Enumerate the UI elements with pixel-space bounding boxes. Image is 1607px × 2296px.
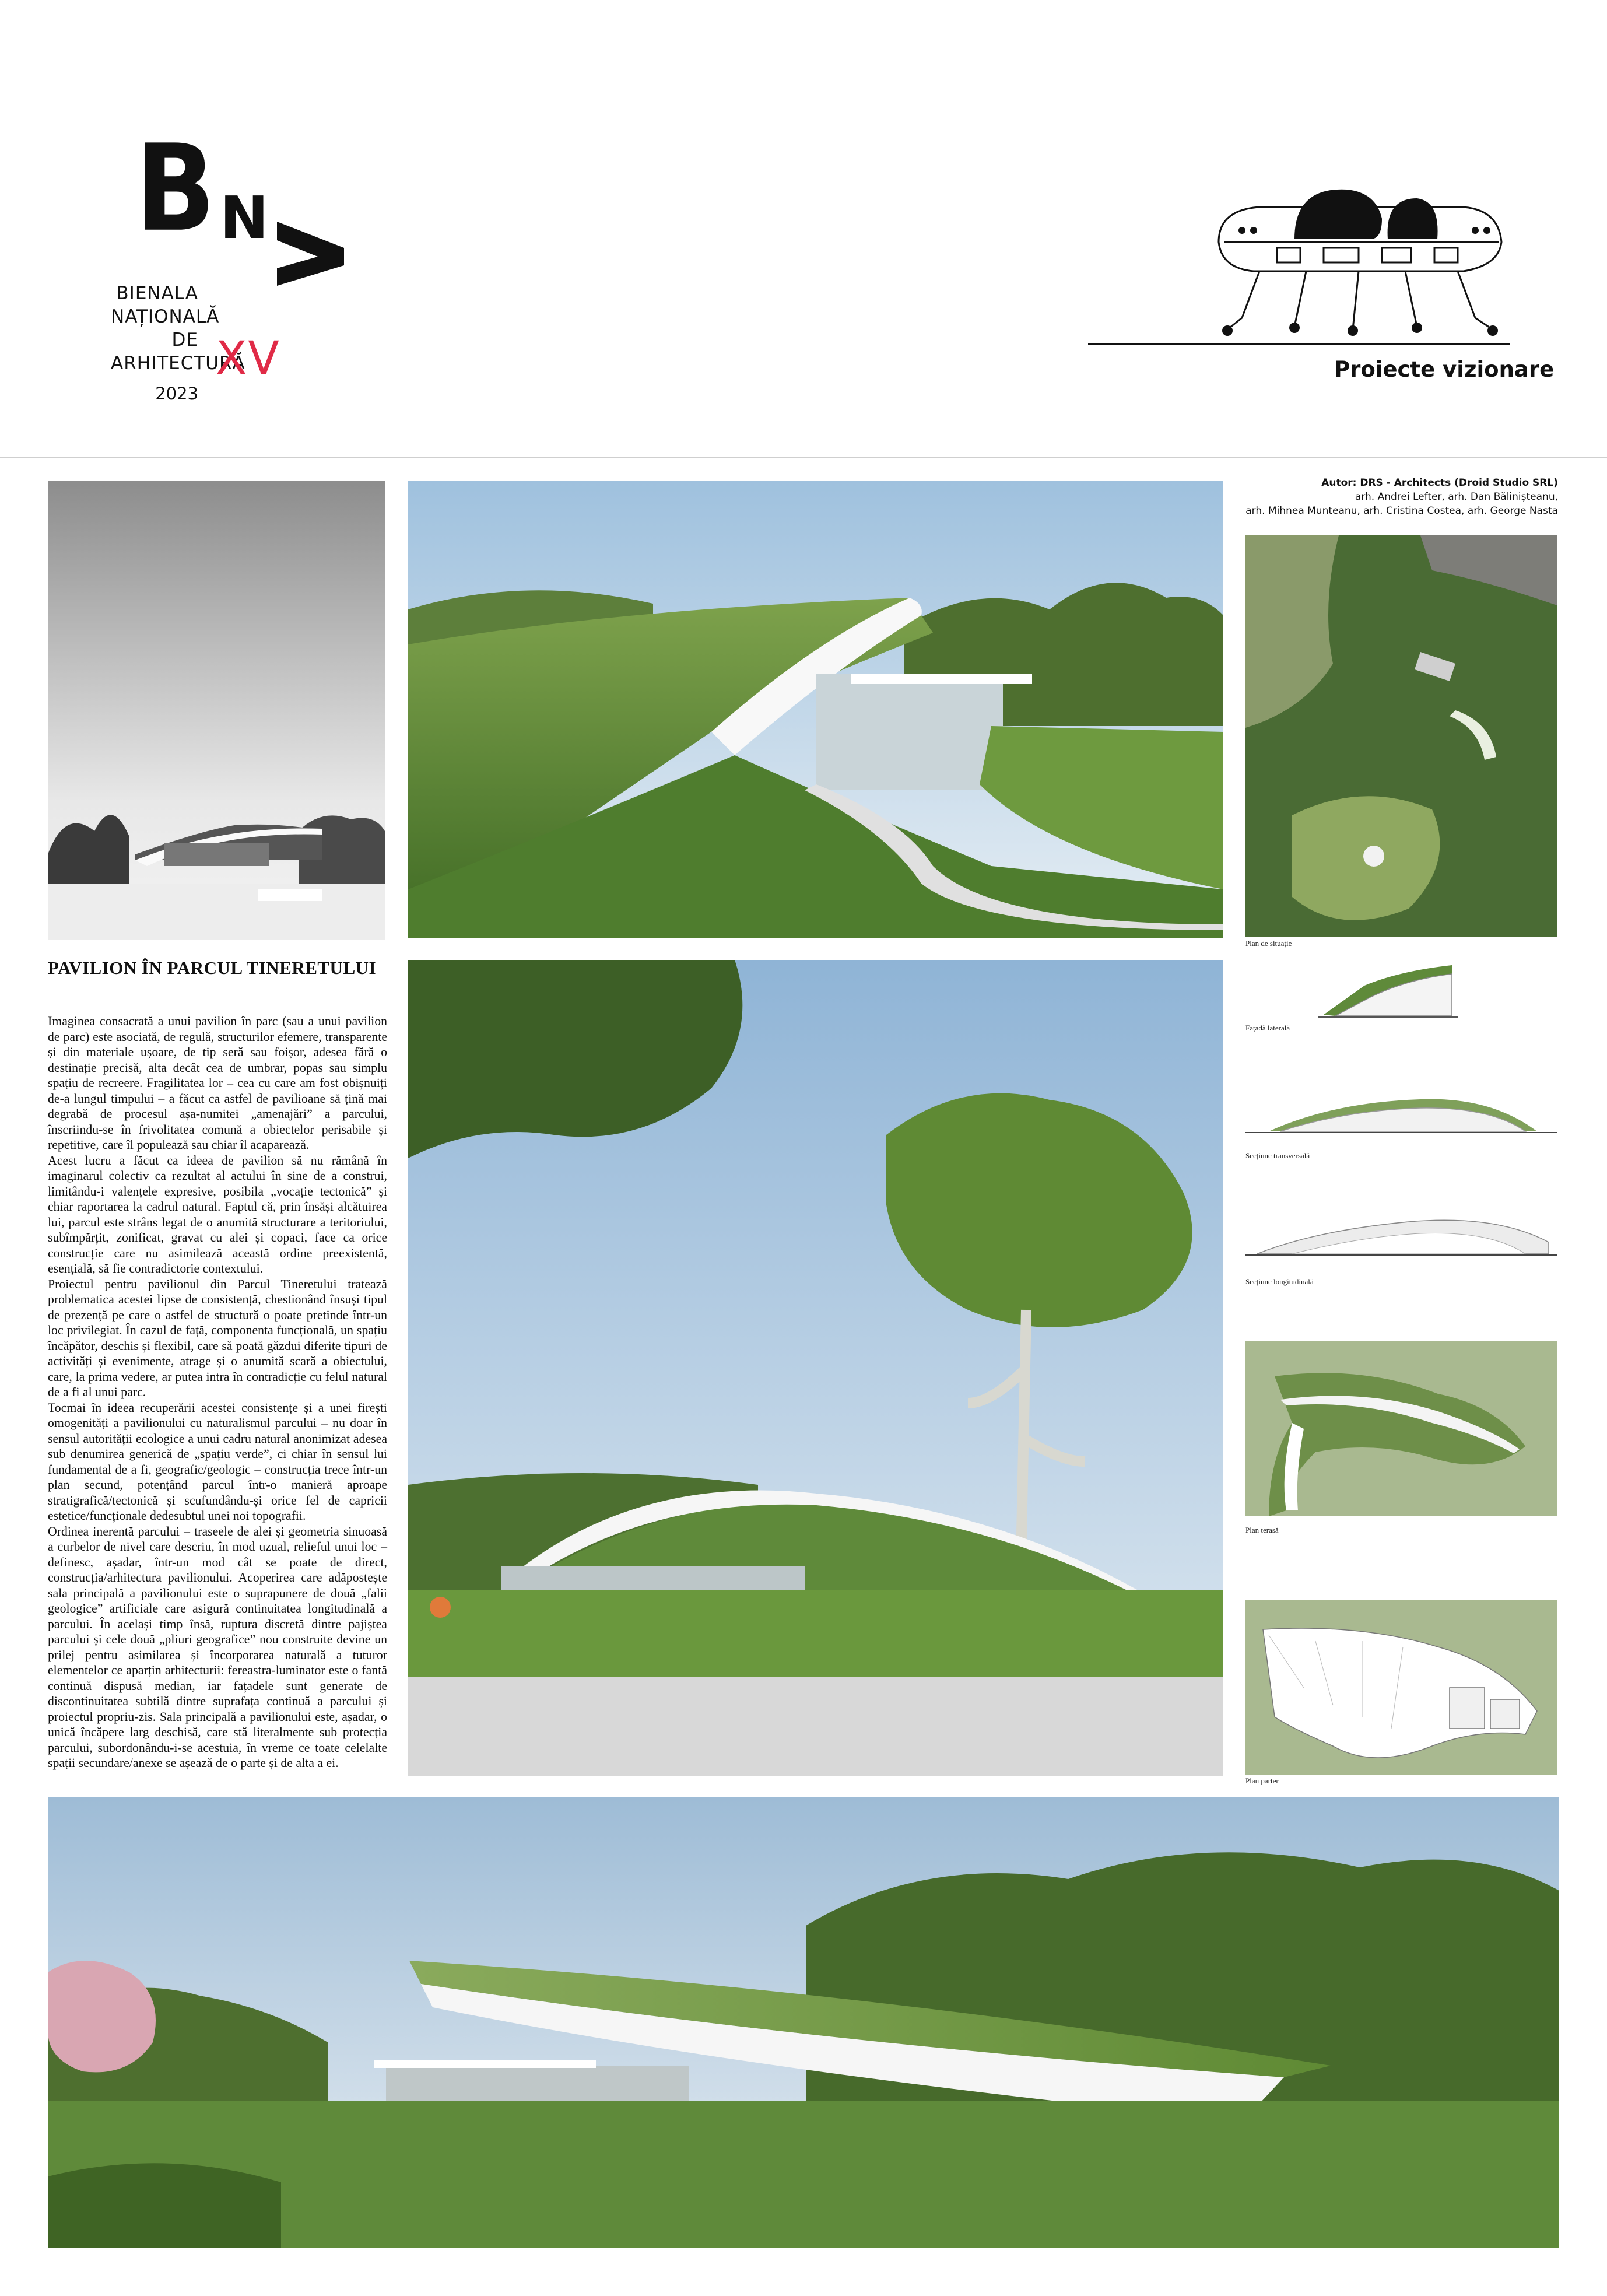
logo-year: 2023 <box>155 384 198 404</box>
logo-edition: XV <box>216 332 280 385</box>
logo-line-2: NAȚIONALĂ <box>111 306 220 327</box>
caption-cross-section: Secțiune transversală <box>1245 1151 1310 1160</box>
author-label: Autor: DRS - Architects (Droid Studio SRL) <box>1321 477 1558 489</box>
visionary-robot-drawing <box>1207 184 1510 341</box>
description-paragraph-1: Imaginea consacrată a unui pavilion în parc (sau a unui pavilion de parc) este asociată, de regulă, structurilor efemere, transparente și din materiale ușoare, de tip seră sau foișor, adesea fără o destinație precisă, alta decât cea de umbrar, popas sau simplu spațiu de recreere. Fragilitatea lor – cea cu care am fost obișnuiți de-a lungul timpului – a făcut ca astfel de pavilioane să țină mai degrabă de procesul așa-numitei „amenajări” a parcului, înscriindu-se în frivolitatea comună a obiectelor perisabile și repetitive, care îl populează sau chiar îl acaparează. <box>48 1014 387 1152</box>
header-divider <box>0 457 1607 458</box>
description-paragraph-4: Tocmai în ideea recuperării acestei consistențe și a unei firești omogenități a pavilionului cu naturalismul parcului – nu doar în sensul autorității ecologice a unui cadru natural anonimizat adesea sub denumirea generică de „spațiu verde”, ci chiar în sensul lui fundamental de a fi, geografic/geologic – construcția trece într-un plan secund, potențând parcul într-o manieră aproape stratigrafică/tectonică și scufundându-și orice fel de capricii estetice/funcționale dedesubtul unei noi topografii. <box>48 1400 387 1523</box>
author-line-1: arh. Andrei Lefter, arh. Dan Bălinișteanu, <box>1355 491 1558 503</box>
caption-long-section: Secțiune longitudinală <box>1245 1277 1314 1286</box>
drawing-ground-plan <box>1245 1600 1557 1775</box>
drawing-side-facade <box>1318 962 1458 1021</box>
logo-letter-b-text: B <box>135 139 216 255</box>
site-plan-aerial <box>1245 535 1557 937</box>
drawing-long-section <box>1245 1207 1557 1260</box>
caption-roof-plan: Plan terasă <box>1245 1526 1279 1534</box>
description-paragraph-3: Proiectul pentru pavilionul din Parcul Tineretului tratează problematica acestei lipse de consistență, chestionând însuși tipul de prezență pe care o astfel de structură o poate pretinde într-un loc privilegiat. În cazul de față, componenta funcțională, un spațiu încăpător, deschis și flexibil, care să poată găzdui diferite tipuri de activități și evenimente, atrage și o anumită scară a obiectului, care, la prima vedere, ar putea intra în contradicție cu felul natural de a fi al unui parc. <box>48 1277 387 1399</box>
drawing-cross-section <box>1245 1091 1557 1137</box>
bna-logo <box>0 0 408 420</box>
caption-site-plan: Plan de situație <box>1245 939 1292 948</box>
logo-letters-na <box>219 187 344 286</box>
description-paragraph-2: Acest lucru a făcut ca ideea de pavilion să nu rămână în imaginarul colectiv ca rezultat al actului în sine de a construi, limitându-i valențele expresive, posibila „vocație tectonică” și chiar raportarea la cadrul natural. Faptul că, prin însăși alcătuirea lui, parcul este strâns legat de o anumită structurare a teritoriului, subîmpărțit, zonificat, gravat cu alei și copaci, face ca orice construcție care nu asimilează această ordine preexistentă, esențială, să fie contradictorie contextului. <box>48 1153 387 1275</box>
logo-letter-n: N <box>220 187 269 252</box>
description-paragraph-5: Ordinea inerentă parcului – traseele de alei și geometria sinuoasă a curbelor de nivel care descriu, în mod uzual, relieful unui loc – definesc, așadar, într-un mod cât se poate de direct, construcția/arhitectura pavilionului. Acoperirea care adăpostește sala principală a pavilionului este o suprapunere de două „falii geologice” artificiale care asigură continuitatea longitudinală a parcului. În același timp însă, ruptura discretă dintre pajiștea parcului și cele două „pliuri geografice” nou construite devine un prilej pentru asimilarea și încorporarea naturală a tuturor elementelor ce aparțin arhitecturii: fereastra-luminator este o fantă continuă dispusă median, iar fațadele sunt generate de discontinuitatea subtilă dintre suprafața continuă a parcului și proiectul propriu-zis. Sala principală a pavilionului este, așadar, o unică încăpere larg deschisă, care stă literalmente sub protecția parcului, subordonându-i-se acestuia, în vreme ce toate celelalte spații secundare/anexe se așează de o parte și de alta a ei. <box>48 1524 387 1770</box>
logo-wordmark <box>111 282 245 375</box>
render-panorama <box>48 1797 1559 2248</box>
project-title: PAVILION ÎN PARCUL TINERETULUI <box>48 958 377 978</box>
caption-side-facade: Fațadă laterală <box>1245 1023 1290 1032</box>
logo-letter-b <box>135 139 223 255</box>
bw-pavilion-render <box>48 481 385 940</box>
project-description <box>48 1014 387 1771</box>
logo-line-1: BIENALA <box>116 283 198 304</box>
drawing-roof-plan <box>1245 1341 1557 1516</box>
logo-letter-a: A <box>335 192 336 193</box>
logo-line-4: ARHITECTURĂ <box>111 353 245 374</box>
render-tree-view <box>408 960 1223 1776</box>
logo-line-3: DE <box>171 329 198 350</box>
author-line-2: arh. Mihnea Munteanu, arh. Cristina Costea, arh. George Nasta <box>1245 505 1558 517</box>
section-label: Proiecte vizionare <box>1334 357 1555 382</box>
robot-ground-line <box>1088 343 1510 345</box>
author-credits <box>1219 476 1558 518</box>
caption-ground-plan: Plan parter <box>1245 1776 1279 1785</box>
render-pathway-view <box>408 481 1223 938</box>
